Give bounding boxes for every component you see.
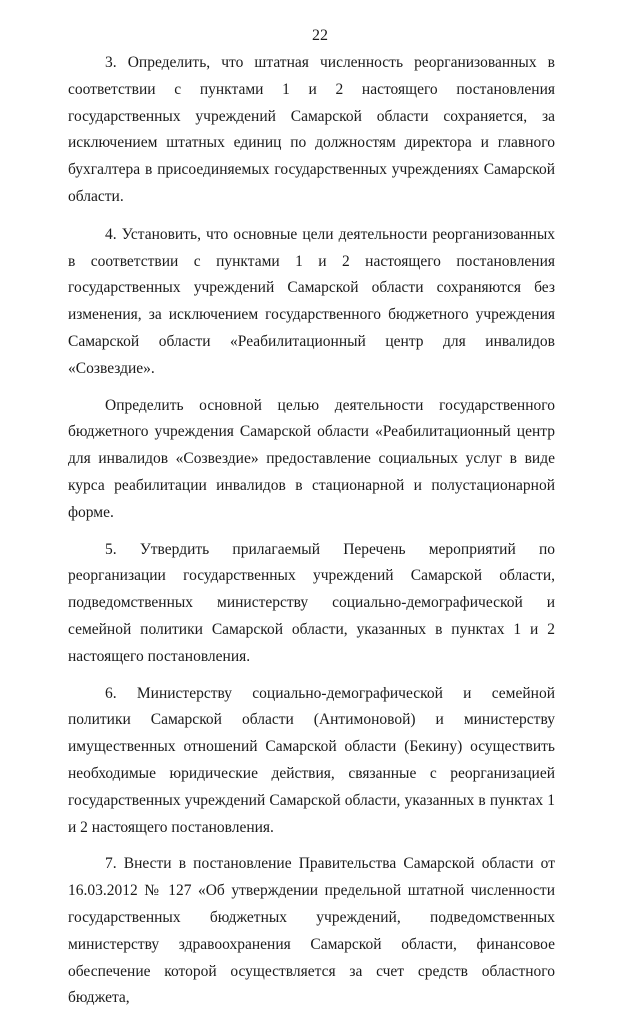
paragraph-4: 4. Установить, что основные цели деятельности реорганизованных в соответствии с пунктами 1 и 2 настоящего постановления государственных учреждений Самарской области сохраняются без изменения, за исключением государственного бюджетного учреждения Самарской области «Реабилитационный центр для инвалидов «Созвездие». — [68, 225, 555, 377]
paragraph-4-continued: Определить основной целью деятельности государственного бюджетного учреждения Самарской области «Реабилитационный центр для инвалидов «Созвездие» предоставление социальных услуг в виде курса реабилитации инвалидов в стационарной и полустационарной форме. — [68, 396, 555, 521]
paragraph-7: 7. Внести в постановление Правительства Самарской области от 16.03.2012 № 127 «Об утверждении предельной штатной численности государственных бюджетных учреждений, подведомственных министерству здравоохранения Самарской области, финансовое обеспечение которой осуществляется за счет средств областного бюджета, — [68, 855, 555, 1007]
paragraph-5: 5. Утвердить прилагаемый Перечень мероприятий по реорганизации государственных учреждений Самарской области, подведомственных министерству социально-демографической и семейной политики Самарской области, указанных в пунктах 1 и 2 настоящего постановления. — [68, 540, 555, 665]
paragraph-6: 6. Министерству социально-демографической и семейной политики Самарской области (Антимоновой) и министерству имущественных отношений Самарской области (Бекину) осуществить необходимые юридические действия, связанные с реорганизацией государственных учреждений Самарской области, указанных в пунктах 1 и 2 настоящего постановления. — [68, 684, 555, 836]
page-number: 22 — [312, 27, 328, 44]
document-body — [68, 50, 555, 1012]
paragraph-3: 3. Определить, что штатная численность реорганизованных в соответствии с пунктами 1 и 2 настоящего постановления государственных учреждений Самарской области сохраняется, за исключением штатных единиц по должностям директора и главного бухгалтера в присоединяемых государственных учреждениях Самарской области. — [68, 54, 555, 205]
